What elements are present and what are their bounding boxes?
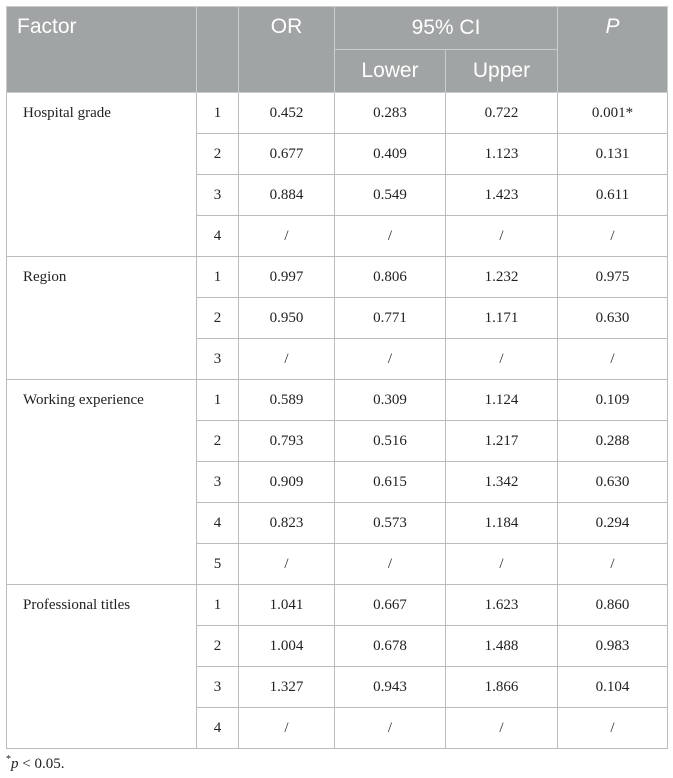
level-cell: 4 [197,503,239,544]
lower-cell: / [335,339,446,380]
upper-cell: 1.171 [446,298,558,339]
upper-cell: 1.623 [446,585,558,626]
p-cell: 0.294 [558,503,668,544]
or-cell: 0.950 [239,298,335,339]
table-body [7,93,668,749]
upper-cell: 1.488 [446,626,558,667]
p-cell: 0.983 [558,626,668,667]
or-cell: / [239,216,335,257]
p-cell: / [558,216,668,257]
p-cell: 0.288 [558,421,668,462]
or-cell: 0.997 [239,257,335,298]
or-cell: / [239,544,335,585]
factor-cell: Working experience [7,380,197,585]
lower-cell: 0.678 [335,626,446,667]
footnote-mark: * [6,754,11,765]
or-cell: 1.004 [239,626,335,667]
p-cell: / [558,708,668,749]
upper-cell: 1.217 [446,421,558,462]
regression-table [6,6,668,749]
header-or: OR [239,7,335,93]
upper-cell: 1.232 [446,257,558,298]
lower-cell: 0.943 [335,667,446,708]
upper-cell: / [446,544,558,585]
factor-cell: Hospital grade [7,93,197,257]
level-cell: 2 [197,421,239,462]
or-cell: 0.909 [239,462,335,503]
p-cell: 0.975 [558,257,668,298]
p-cell: 0.109 [558,380,668,421]
p-cell: 0.104 [558,667,668,708]
p-cell: 0.860 [558,585,668,626]
upper-cell: / [446,708,558,749]
header-level [197,7,239,93]
upper-cell: / [446,339,558,380]
or-cell: 0.823 [239,503,335,544]
level-cell: 1 [197,380,239,421]
lower-cell: / [335,544,446,585]
lower-cell: / [335,216,446,257]
or-cell: 0.677 [239,134,335,175]
upper-cell: 1.123 [446,134,558,175]
footnote [6,754,64,773]
level-cell: 4 [197,708,239,749]
level-cell: 3 [197,667,239,708]
lower-cell: 0.516 [335,421,446,462]
table-row [7,585,668,626]
or-cell: / [239,708,335,749]
upper-cell: 1.423 [446,175,558,216]
or-cell: 1.041 [239,585,335,626]
table-row [7,93,668,134]
upper-cell: 0.722 [446,93,558,134]
p-cell: 0.131 [558,134,668,175]
level-cell: 3 [197,175,239,216]
or-cell: / [239,339,335,380]
p-cell: 0.630 [558,298,668,339]
or-cell: 0.452 [239,93,335,134]
table-row [7,257,668,298]
level-cell: 4 [197,216,239,257]
lower-cell: / [335,708,446,749]
header-p: P [558,7,668,93]
factor-cell: Professional titles [7,585,197,749]
or-cell: 1.327 [239,667,335,708]
lower-cell: 0.409 [335,134,446,175]
level-cell: 5 [197,544,239,585]
lower-cell: 0.283 [335,93,446,134]
upper-cell: 1.342 [446,462,558,503]
level-cell: 2 [197,134,239,175]
factor-cell: Region [7,257,197,380]
lower-cell: 0.573 [335,503,446,544]
level-cell: 1 [197,585,239,626]
level-cell: 3 [197,462,239,503]
or-cell: 0.793 [239,421,335,462]
upper-cell: / [446,216,558,257]
upper-cell: 1.124 [446,380,558,421]
level-cell: 3 [197,339,239,380]
footnote-text: < 0.05. [18,756,65,772]
lower-cell: 0.806 [335,257,446,298]
level-cell: 1 [197,93,239,134]
lower-cell: 0.309 [335,380,446,421]
p-cell: 0.001* [558,93,668,134]
or-cell: 0.884 [239,175,335,216]
p-cell: 0.630 [558,462,668,503]
upper-cell: 1.184 [446,503,558,544]
lower-cell: 0.667 [335,585,446,626]
header-ci: 95% CI [335,7,558,50]
lower-cell: 0.615 [335,462,446,503]
header-factor: Factor [7,7,197,93]
table-header [7,7,668,93]
header-upper: Upper [446,50,558,93]
lower-cell: 0.549 [335,175,446,216]
level-cell: 1 [197,257,239,298]
footnote-var: p [11,756,19,772]
p-cell: / [558,544,668,585]
level-cell: 2 [197,298,239,339]
p-cell: 0.611 [558,175,668,216]
p-cell: / [558,339,668,380]
or-cell: 0.589 [239,380,335,421]
upper-cell: 1.866 [446,667,558,708]
lower-cell: 0.771 [335,298,446,339]
level-cell: 2 [197,626,239,667]
header-lower: Lower [335,50,446,93]
table-row [7,380,668,421]
